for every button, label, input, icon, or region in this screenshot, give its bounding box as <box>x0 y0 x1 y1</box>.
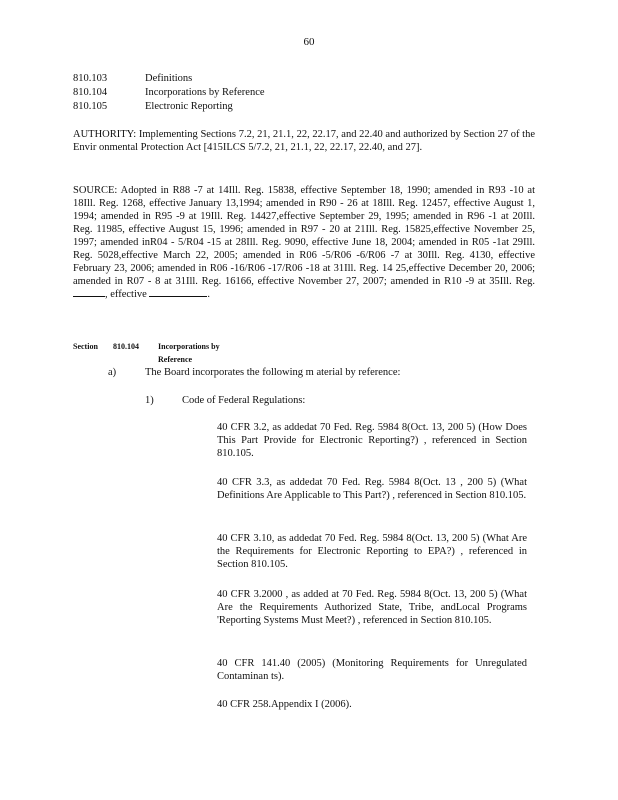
toc-row <box>73 72 265 86</box>
toc-row <box>73 86 265 100</box>
toc-section-title: Definitions <box>145 73 193 84</box>
source-text: SOURCE: Adopted in R88 -7 at 14Ill. Reg. 15838, effective September 18, 1990; amended in R93 -10 at 18Ill. Reg. 1268, effective January 13,1994; amended in R90 - 26 at 18Ill. Reg. 12457, effective August 1, 1994; amended in R95 -9 at 19Ill. Reg. 14427,effective September 29, 1995; amended in R96 -1 at 20Ill. Reg. 11985, effective August 15, 1996; amended in R97 - 20 at 21Ill. Reg. 15825,effective November 25, 1997; amended inR04 - 5/R04 -15 at 28Ill. Reg. 9090, effective June 18, 2004; amended in R05 -1at 29Ill. Reg. 5028,effective March 22, 2005; amended in R06 -5/R06 -6/R06 -7 at 30Ill. Reg. 4130, effective February 23, 2006; amended in R06 -16/R06 -17/R06 -18 at 31Ill. Reg. 14 25,effective December 20, 2006; amended in R07 - 8 at 31Ill. Reg. 16166, effective November 27, 2007; amended in R10 -9 at 35Ill. Reg. <box>73 185 535 287</box>
section-title: Incorporations by Reference <box>158 342 220 364</box>
toc-section-title: Electronic Reporting <box>145 101 233 112</box>
reference-item: 40 CFR 258.Appendix I (2006). <box>217 699 352 710</box>
blank-line <box>73 296 105 297</box>
reference-item: 40 CFR 3.10, as addedat 70 Fed. Reg. 5984 8(Oct. 13, 200 5) (What Are the Requirements for Electronic Reporting to EPA?) , referenced in Section 810.105. <box>217 533 527 570</box>
toc-section-number: 810.104 <box>73 87 108 98</box>
toc-section-number: 810.103 <box>73 73 108 84</box>
subsection-text: The Board incorporates the following m aterial by reference: <box>145 367 401 378</box>
reference-item: 40 CFR 3.2, as addedat 70 Fed. Reg. 5984 8(Oct. 13, 200 5) (How Does This Part Provide for Electronic Reporting?) , referenced in Section 810.105. <box>217 422 527 459</box>
subsection-a <box>108 366 400 379</box>
source-effective-label: effective <box>110 289 147 300</box>
source-note <box>73 184 535 301</box>
toc-row <box>73 100 265 114</box>
toc-section-title: Incorporations by Reference <box>145 87 265 98</box>
subsection-marker: a) <box>108 367 117 378</box>
authority-note: AUTHORITY: Implementing Sections 7.2, 21, 21.1, 22, 22.17, and 22.40 and authorized by Section 27 of the Envir onmental Protection Act [415ILCS 5/7.2, 21, 21.1, 22, 22.17, 22.40, and 27]. <box>73 129 535 153</box>
section-number: 810.104 <box>113 342 139 351</box>
source-punct: , <box>105 289 108 300</box>
page-number: 60 <box>303 36 315 48</box>
reference-item: 40 CFR 3.3, as addedat 70 Fed. Reg. 5984 8(Oct. 13 , 200 5) (What Definitions Are Applicable to This Part?) , referenced in Section 810.105. <box>217 477 527 501</box>
section-heading <box>73 340 238 366</box>
section-label: Section <box>73 342 98 351</box>
reference-item: 40 CFR 141.40 (2005) (Monitoring Requirements for Unregulated Contaminan ts). <box>217 658 527 682</box>
reference-item: 40 CFR 3.2000 , as added at 70 Fed. Reg. 5984 8(Oct. 13, 200 5) (What Are the Requirements Authorized State, Tribe, andLocal Programs 'Reporting Systems Must Meet?) , referenced in Section 810.105. <box>217 589 527 626</box>
subsection-marker: 1) <box>145 395 154 406</box>
blank-line <box>149 296 207 297</box>
subsection-text: Code of Federal Regulations: <box>182 395 306 406</box>
subsection-1 <box>145 394 305 407</box>
toc-section-number: 810.105 <box>73 101 108 112</box>
table-of-contents <box>73 72 265 114</box>
source-punct: . <box>207 289 211 300</box>
